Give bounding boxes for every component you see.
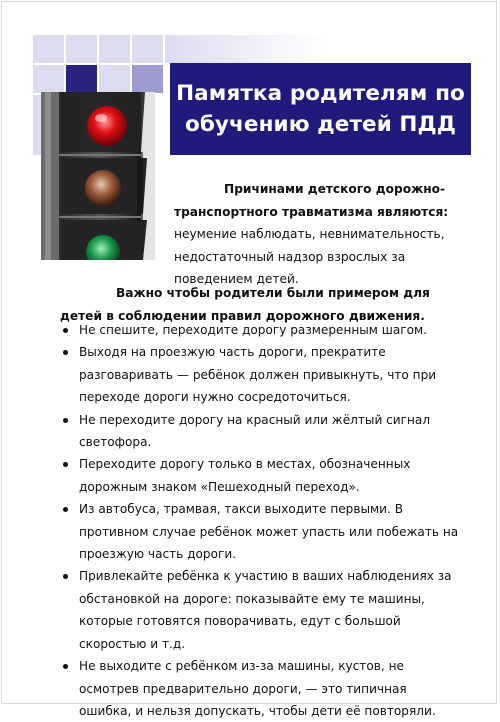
decor-square	[33, 95, 41, 155]
list-item	[60, 409, 460, 454]
important-note: Важно чтобы родители были примером для детей в соблюдении правил дорожного движения.	[60, 286, 430, 323]
title-line-2: обучению детей ПДД	[184, 112, 457, 137]
rules-list	[60, 319, 460, 722]
list-item-text: Не спешите, переходите дорогу размеренным шагом.	[79, 323, 427, 337]
list-item	[60, 498, 460, 565]
list-item-text: Привлекайте ребёнка к участию в ваших наблюдениях за обстановкой на дороге: показывайте ему те машины, которые готовятся поворачивать, едут с большой скоростью и т.д.	[79, 569, 452, 651]
decor-square	[33, 65, 64, 93]
list-item	[60, 341, 460, 408]
decor-square	[99, 65, 130, 93]
bullet-icon	[63, 328, 68, 333]
decor-square	[165, 35, 325, 63]
list-item	[60, 655, 460, 722]
intro-body: неумение наблюдать, невнимательность, недостаточный надзор взрослых за поведением детей.	[174, 227, 445, 287]
list-item-text: Переходите дорогу только в местах, обозначенных дорожным знаком «Пешеходный переход».	[79, 457, 411, 494]
list-item	[60, 319, 460, 341]
intro-lead-line-1: Причинами детского дорожно-	[224, 182, 446, 196]
intro-lead-line-2: транспортного травматизма являются:	[174, 204, 449, 219]
list-item	[60, 565, 460, 655]
list-item	[60, 453, 460, 498]
bullet-icon	[63, 350, 68, 355]
decor-square	[99, 35, 130, 63]
decor-square	[66, 35, 97, 63]
bullet-icon	[63, 574, 68, 579]
intro-paragraph	[174, 178, 456, 291]
decor-square	[66, 65, 97, 93]
decor-square	[33, 35, 64, 63]
bullet-icon	[63, 507, 68, 512]
bullet-icon	[63, 664, 68, 669]
traffic-light-image	[41, 92, 155, 260]
page-title	[176, 78, 465, 140]
title-banner	[170, 63, 471, 155]
bullet-icon	[63, 462, 68, 467]
list-item-text: Не переходите дорогу на красный или жёлтый сигнал светофора.	[79, 412, 431, 450]
bullet-icon	[63, 418, 68, 423]
list-item-text: Из автобуса, трамвая, такси выходите первыми. В противном случае ребёнок может упасть или побежать на проезжую часть дороги.	[79, 502, 459, 562]
decor-square	[132, 35, 163, 63]
decor-square	[132, 65, 163, 93]
list-item-text: Выходя на проезжую часть дороги, прекратите разговаривать — ребёнок должен привыкнуть, что при переходе дороги нужно сосредоточиться.	[79, 345, 437, 405]
title-line-1: Памятка родителям по	[176, 81, 465, 106]
list-item-text: Не выходите с ребёнком из-за машины, кустов, не осмотрев предварительно дороги, — это типичная ошибка, и нельзя допускать, чтобы дети её повторяли.	[79, 659, 436, 718]
